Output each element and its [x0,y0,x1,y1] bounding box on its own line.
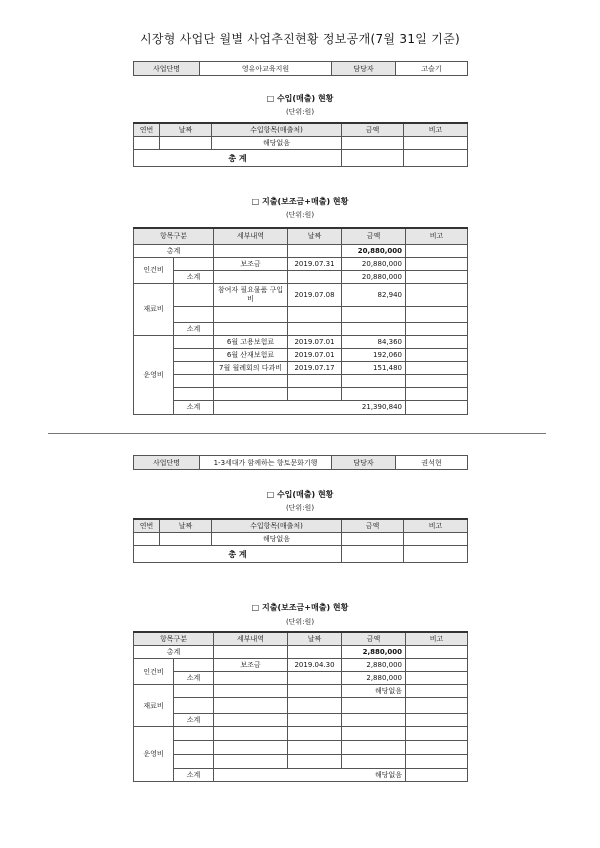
expense-col-category: 항목구분 [134,632,214,646]
labor-detail: 보조금 [214,659,288,672]
expense-unit: (단위:원) [285,211,315,219]
operation-subtotal-label: 소계 [174,769,214,782]
income-heading-2: □ 수입(매출) 현황 [266,490,334,499]
expense-col-detail: 세부내역 [214,632,288,646]
operation-amount-1: 84,360 [342,335,406,348]
operation-amount-3: 151,480 [342,361,406,374]
labor-detail: 보조금 [214,257,288,270]
income-unit-2: (단위:원) [285,504,315,512]
income-col-item: 수입항목(매출처) [212,519,342,533]
material-detail: 참여자 필요물품 구입비 [214,283,288,306]
project-label: 사업단명 [134,456,200,470]
income-col-date: 날짜 [160,519,212,533]
income-col-amount: 금액 [342,123,404,137]
expense-col-date: 날짜 [288,228,342,244]
manager-name: 권석현 [396,456,468,470]
income-col-note: 비고 [404,123,468,137]
labor-subtotal: 2,880,000 [342,672,406,685]
income-none: 해당없음 [212,137,342,150]
manager-name: 고슬기 [396,62,468,76]
operation-category: 운영비 [134,335,174,414]
operation-amount-2: 192,060 [342,348,406,361]
expense-unit-2: (단위:원) [285,618,315,626]
expense-col-date: 날짜 [288,632,342,646]
operation-category: 운영비 [134,727,174,782]
operation-date-1: 2019.07.01 [288,335,342,348]
income-heading: □ 수입(매출) 현황 [266,94,334,103]
expense-table [133,227,468,415]
project-name: 영유아교육지원 [200,62,332,76]
expense-col-category: 항목구분 [134,228,214,244]
project-name: 1-3세대가 함께하는 향토문화기행 [200,456,332,470]
labor-subtotal-label: 소계 [174,270,214,283]
income-col-note: 비고 [404,519,468,533]
income-col-no: 연번 [134,519,160,533]
income-col-amount: 금액 [342,519,404,533]
manager-label: 담당자 [332,456,396,470]
expense-table-2 [133,631,468,782]
income-col-no: 연번 [134,123,160,137]
material-date: 2019.07.08 [288,283,342,306]
operation-subtotal: 해당없음 [214,769,406,782]
income-none: 해당없음 [212,533,342,546]
operation-date-3: 2019.07.17 [288,361,342,374]
income-table [133,122,468,167]
labor-amount: 20,880,000 [342,257,406,270]
material-subtotal-label: 소계 [174,322,214,335]
grand-total-value: 20,880,000 [342,244,406,257]
material-category: 재료비 [134,283,174,335]
labor-category: 인건비 [134,659,174,685]
material-subtotal-label: 소계 [174,714,214,727]
income-total-label: 총 계 [134,150,342,167]
operation-subtotal-label: 소계 [174,400,214,414]
expense-heading: □ 지출(보조금+매출) 현황 [251,197,349,206]
operation-date-2: 2019.07.01 [288,348,342,361]
labor-amount: 2,880,000 [342,659,406,672]
expense-col-amount: 금액 [342,228,406,244]
income-col-item: 수입항목(매출처) [212,123,342,137]
manager-label: 담당자 [332,62,396,76]
income-unit: (단위:원) [285,108,315,116]
section-divider [48,433,546,434]
income-table-2 [133,518,468,563]
labor-subtotal-label: 소계 [174,672,214,685]
grand-total-label: 총계 [134,244,214,257]
operation-detail-1: 6월 고용보험료 [214,335,288,348]
expense-col-amount: 금액 [342,632,406,646]
project-info-table-2 [133,455,468,470]
material-amount: 82,940 [342,283,406,306]
expense-heading-2: □ 지출(보조금+매출) 현황 [251,603,349,612]
project-label: 사업단명 [134,62,200,76]
income-col-date: 날짜 [160,123,212,137]
grand-total-label: 총계 [134,646,214,659]
expense-col-note: 비고 [406,228,468,244]
grand-total-value: 2,880,000 [342,646,406,659]
labor-date: 2019.07.31 [288,257,342,270]
expense-col-note: 비고 [406,632,468,646]
page-title: 시장형 사업단 월별 사업추진현황 정보공개(7월 31일 기준) [139,32,461,46]
material-amount: 해당없음 [342,685,406,698]
labor-date: 2019.04.30 [288,659,342,672]
project-info-table [133,61,468,76]
labor-subtotal: 20,880,000 [342,270,406,283]
income-total-label: 총 계 [134,546,342,563]
operation-detail-2: 6월 산재보험료 [214,348,288,361]
operation-subtotal: 21,390,840 [214,400,406,414]
operation-detail-3: 7월 월례회의 다과비 [214,361,288,374]
material-category: 재료비 [134,685,174,727]
expense-col-detail: 세부내역 [214,228,288,244]
labor-category: 인건비 [134,257,174,283]
